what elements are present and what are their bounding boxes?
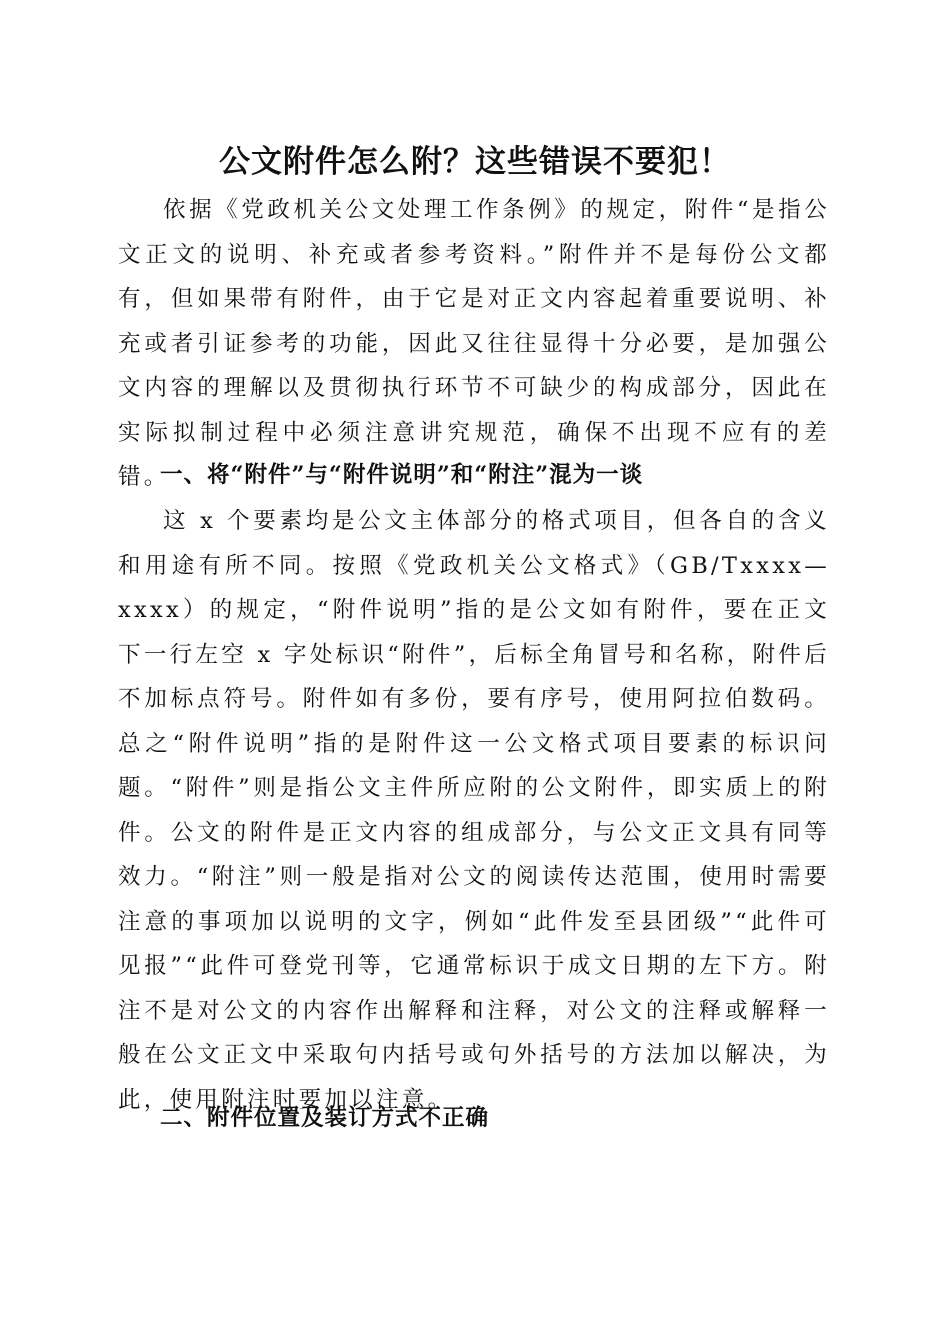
- section-1-paragraph: 这 x 个要素均是公文主体部分的格式项目，但各自的含义和用途有所不同。按照《党政机关公文格式》（GB/Txxxx—xxxx）的规定，“附件说明”指的是公文如有附件，要在正文下一行左空 x 字处标识“附件”，后标全角冒号和名称，附件后不加标点符号。附件如有多份，要有序号，使用阿拉伯数码。总之“附件说明”指的是附件这一公文格式项目要素的标识问题。“附件”则是指公文主件所应附的公文附件，即实质上的附件。公文的附件是正文内容的组成部分，与公文正文具有同等效力。“附注”则一般是指对公文的阅读传达范围，使用时需要注意的事项加以说明的文字，例如“此件发至县团级”“此件可见报”“此件可登党刊等，它通常标识于成文日期的左下方。附注不是对公文的内容作出解释和注释，对公文的注释或解释一般在公文正文中采取句内括号或句外括号的方法加以解决，为此，使用附注时要加以注意。: [118, 508, 830, 1113]
- section-heading-2: 二、附件位置及装订方式不正确: [160, 1105, 490, 1131]
- section-heading-1: 一、将“附件”与“附件说明”和“附注”混为一谈: [160, 462, 644, 488]
- intro-paragraph: 依据《党政机关公文处理工作条例》的规定，附件“是指公文正文的说明、补充或者参考资料。”附件并不是每份公文都有，但如果带有附件，由于它是对正文内容起着重要说明、补充或者引证参考的功能，因此又往往显得十分必要，是加强公文内容的理解以及贯彻执行环节不可缺少的构成部分，因此在实际拟制过程中必须注意讲究规范，确保不出现不应有的差错。: [118, 197, 830, 490]
- document-title: 公文附件怎么附？这些错误不要犯！: [219, 144, 731, 180]
